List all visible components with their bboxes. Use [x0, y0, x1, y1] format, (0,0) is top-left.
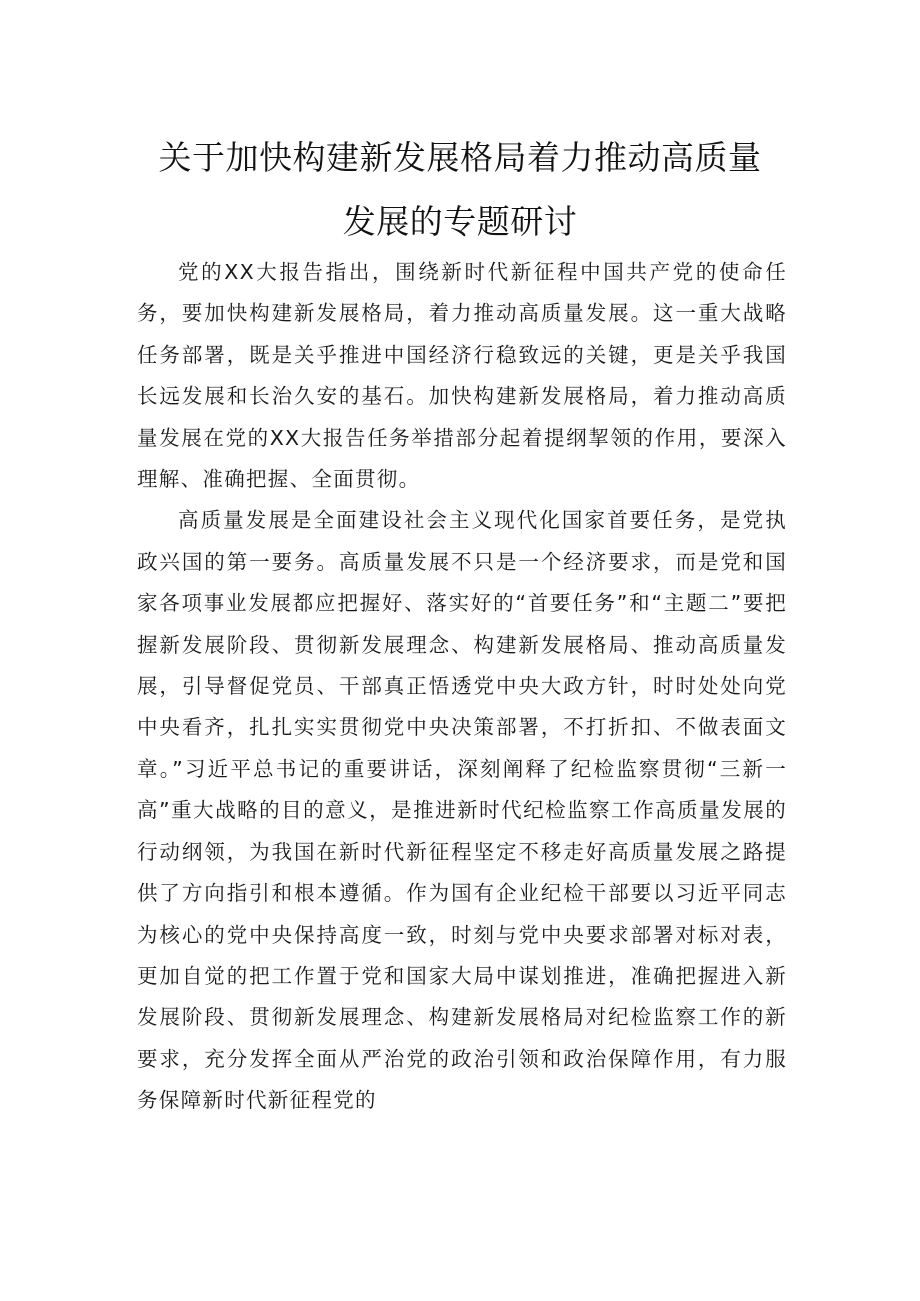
- paragraph-1: 党的XX大报告指出，围绕新时代新征程中国共产党的使命任务，要加快构建新发展格局，着力推动高质量发展。这一重大战略任务部署，既是关乎推进中国经济行稳致远的关键，更是关乎我国长远发展和长治久安的基石。加快构建新发展格局，着力推动高质量发展在党的XX大报告任务举措部分起着提纲挈领的作用，要深入理解、准确把握、全面贯彻。: [137, 260, 787, 492]
- title-line-1: 关于加快构建新发展格局着力推动高质量: [158, 138, 762, 177]
- title-line-2: 发展的专题研讨: [342, 202, 578, 241]
- paragraph-2: 高质量发展是全面建设社会主义现代化国家首要任务，是党执政兴国的第一要务。高质量发展不只是一个经济要求，而是党和国家各项事业发展都应把握好、落实好的“首要任务”和“主题二”要把握新发展阶段、贯彻新发展理念、构建新发展格局、推动高质量发展，引导督促党员、干部真正悟透党中央大政方针，时时处处向党中央看齐，扎扎实实贯彻党中央决策部署，不打折扣、不做表面文章。”习近平总书记的重要讲话，深刻阐释了纪检监察贯彻“三新一高”重大战略的目的意义，是推进新时代纪检监察工作高质量发展的行动纲领，为我国在新时代新征程坚定不移走好高质量发展之路提供了方向指引和根本遵循。作为国有企业纪检干部要以习近平同志为核心的党中央保持高度一致，时刻与党中央要求部署对标对表，更加自觉的把工作置于党和国家大局中谋划推进，准确把握进入新发展阶段、贯彻新发展理念、构建新发展格局对纪检监察工作的新要求，充分发挥全面从严治党的政治引领和政治保障作用，有力服务保障新时代新征程党的: [137, 508, 787, 1113]
- document-title: [130, 126, 790, 254]
- document-body: [137, 252, 787, 1122]
